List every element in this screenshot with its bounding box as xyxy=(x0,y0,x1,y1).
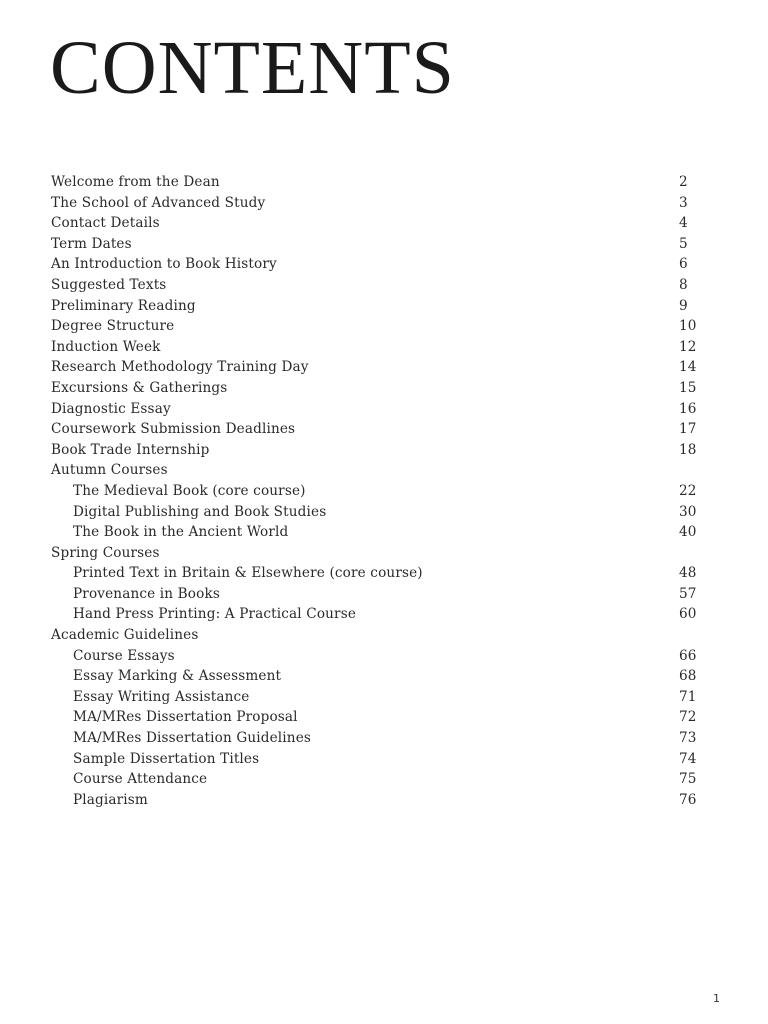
toc-entry-page-number: 73 xyxy=(679,730,697,747)
toc-entry xyxy=(51,399,701,420)
toc-entry xyxy=(51,378,701,399)
toc-entry xyxy=(51,193,701,214)
toc-entry xyxy=(51,584,701,605)
toc-entry-label: Diagnostic Essay xyxy=(51,400,171,417)
toc-entry-label: Autumn Courses xyxy=(51,462,168,479)
toc-entry xyxy=(51,604,701,625)
toc-entry-page-number: 17 xyxy=(679,421,697,438)
toc-entry-page-number: 71 xyxy=(679,688,697,705)
toc-entry-page-number: 18 xyxy=(679,441,697,458)
toc-entry-page-number: 74 xyxy=(679,750,697,767)
toc-entry xyxy=(51,440,701,461)
toc-entry-label: Excursions & Gatherings xyxy=(51,379,228,396)
toc-entry-label: Preliminary Reading xyxy=(51,297,196,314)
toc-entry-label: Course Attendance xyxy=(73,771,208,788)
toc-entry-label: An Introduction to Book History xyxy=(51,256,277,273)
toc-section-heading xyxy=(51,543,701,564)
toc-entry xyxy=(51,213,701,234)
toc-entry xyxy=(51,419,701,440)
toc-entry xyxy=(51,234,701,255)
toc-entry-label: Provenance in Books xyxy=(73,585,220,602)
toc-entry xyxy=(51,666,701,687)
toc-entry xyxy=(51,296,701,317)
toc-entry-label: MA/MRes Dissertation Guidelines xyxy=(73,730,312,747)
toc-entry xyxy=(51,316,701,337)
toc-entry-page-number: 10 xyxy=(679,318,697,335)
toc-entry-page-number: 57 xyxy=(679,585,697,602)
toc-entry-label: Academic Guidelines xyxy=(51,627,199,644)
toc-entry-page-number: 66 xyxy=(679,647,697,664)
toc-entry-page-number: 6 xyxy=(679,256,688,273)
page-title: CONTENTS xyxy=(50,26,455,110)
toc-entry-label: Course Essays xyxy=(73,647,175,664)
toc-entry-label: Degree Structure xyxy=(51,318,175,335)
toc-entry-label: Plagiarism xyxy=(73,791,148,808)
toc-entry xyxy=(51,646,701,667)
toc-entry-page-number: 68 xyxy=(679,668,697,685)
toc-entry xyxy=(51,275,701,296)
toc-entry-label: Coursework Submission Deadlines xyxy=(51,421,296,438)
toc-entry xyxy=(51,337,701,358)
toc-entry-page-number: 76 xyxy=(679,791,697,808)
toc-entry-label: Research Methodology Training Day xyxy=(51,359,309,376)
toc-entry-page-number: 9 xyxy=(679,297,688,314)
toc-entry xyxy=(51,749,701,770)
toc-entry xyxy=(51,707,701,728)
toc-section-heading xyxy=(51,460,701,481)
toc-entry-page-number: 60 xyxy=(679,606,697,623)
toc-entry-page-number: 40 xyxy=(679,524,697,541)
toc-entry xyxy=(51,172,701,193)
toc-entry-label: Spring Courses xyxy=(51,544,160,561)
toc-entry-label: Suggested Texts xyxy=(51,276,167,293)
table-of-contents xyxy=(51,172,701,810)
toc-entry-label: Essay Writing Assistance xyxy=(73,688,250,705)
toc-entry-page-number: 2 xyxy=(679,174,688,190)
toc-entry-label: Book Trade Internship xyxy=(51,441,210,458)
toc-entry-label: Digital Publishing and Book Studies xyxy=(73,503,327,520)
page-number: 1 xyxy=(713,992,720,1005)
toc-entry-page-number: 48 xyxy=(679,565,697,582)
toc-entry-page-number: 4 xyxy=(679,215,688,232)
toc-entry-page-number: 5 xyxy=(679,235,688,252)
toc-entry-label: The Medieval Book (core course) xyxy=(73,482,306,499)
toc-entry-label: The Book in the Ancient World xyxy=(73,524,289,541)
toc-entry-page-number: 22 xyxy=(679,482,697,499)
toc-entry xyxy=(51,481,701,502)
toc-entry-label: Contact Details xyxy=(51,215,160,232)
toc-entry-page-number: 75 xyxy=(679,771,697,788)
toc-entry xyxy=(51,790,701,811)
toc-entry-label: Welcome from the Dean xyxy=(51,174,220,190)
toc-entry xyxy=(51,769,701,790)
toc-section-heading xyxy=(51,625,701,646)
toc-entry xyxy=(51,254,701,275)
toc-entry-page-number: 8 xyxy=(679,276,688,293)
toc-entry-label: The School of Advanced Study xyxy=(51,194,266,211)
toc-entry-page-number: 16 xyxy=(679,400,697,417)
toc-entry-page-number: 12 xyxy=(679,338,697,355)
toc-entry-page-number: 15 xyxy=(679,379,697,396)
toc-entry xyxy=(51,728,701,749)
toc-entry-page-number: 3 xyxy=(679,194,688,211)
toc-entry-label: Essay Marking & Assessment xyxy=(73,668,282,685)
toc-entry-label: Hand Press Printing: A Practical Course xyxy=(73,606,357,623)
toc-entry-label: MA/MRes Dissertation Proposal xyxy=(73,709,298,726)
toc-entry xyxy=(51,357,701,378)
toc-entry-page-number: 30 xyxy=(679,503,697,520)
toc-entry-page-number: 72 xyxy=(679,709,697,726)
toc-entry xyxy=(51,687,701,708)
toc-entry-label: Printed Text in Britain & Elsewhere (core course) xyxy=(73,565,423,582)
toc-entry-page-number: 14 xyxy=(679,359,697,376)
toc-entry xyxy=(51,563,701,584)
toc-entry-label: Sample Dissertation Titles xyxy=(73,750,260,767)
toc-entry xyxy=(51,522,701,543)
toc-entry xyxy=(51,502,701,523)
toc-entry-label: Induction Week xyxy=(51,338,161,355)
toc-entry-label: Term Dates xyxy=(51,235,132,252)
